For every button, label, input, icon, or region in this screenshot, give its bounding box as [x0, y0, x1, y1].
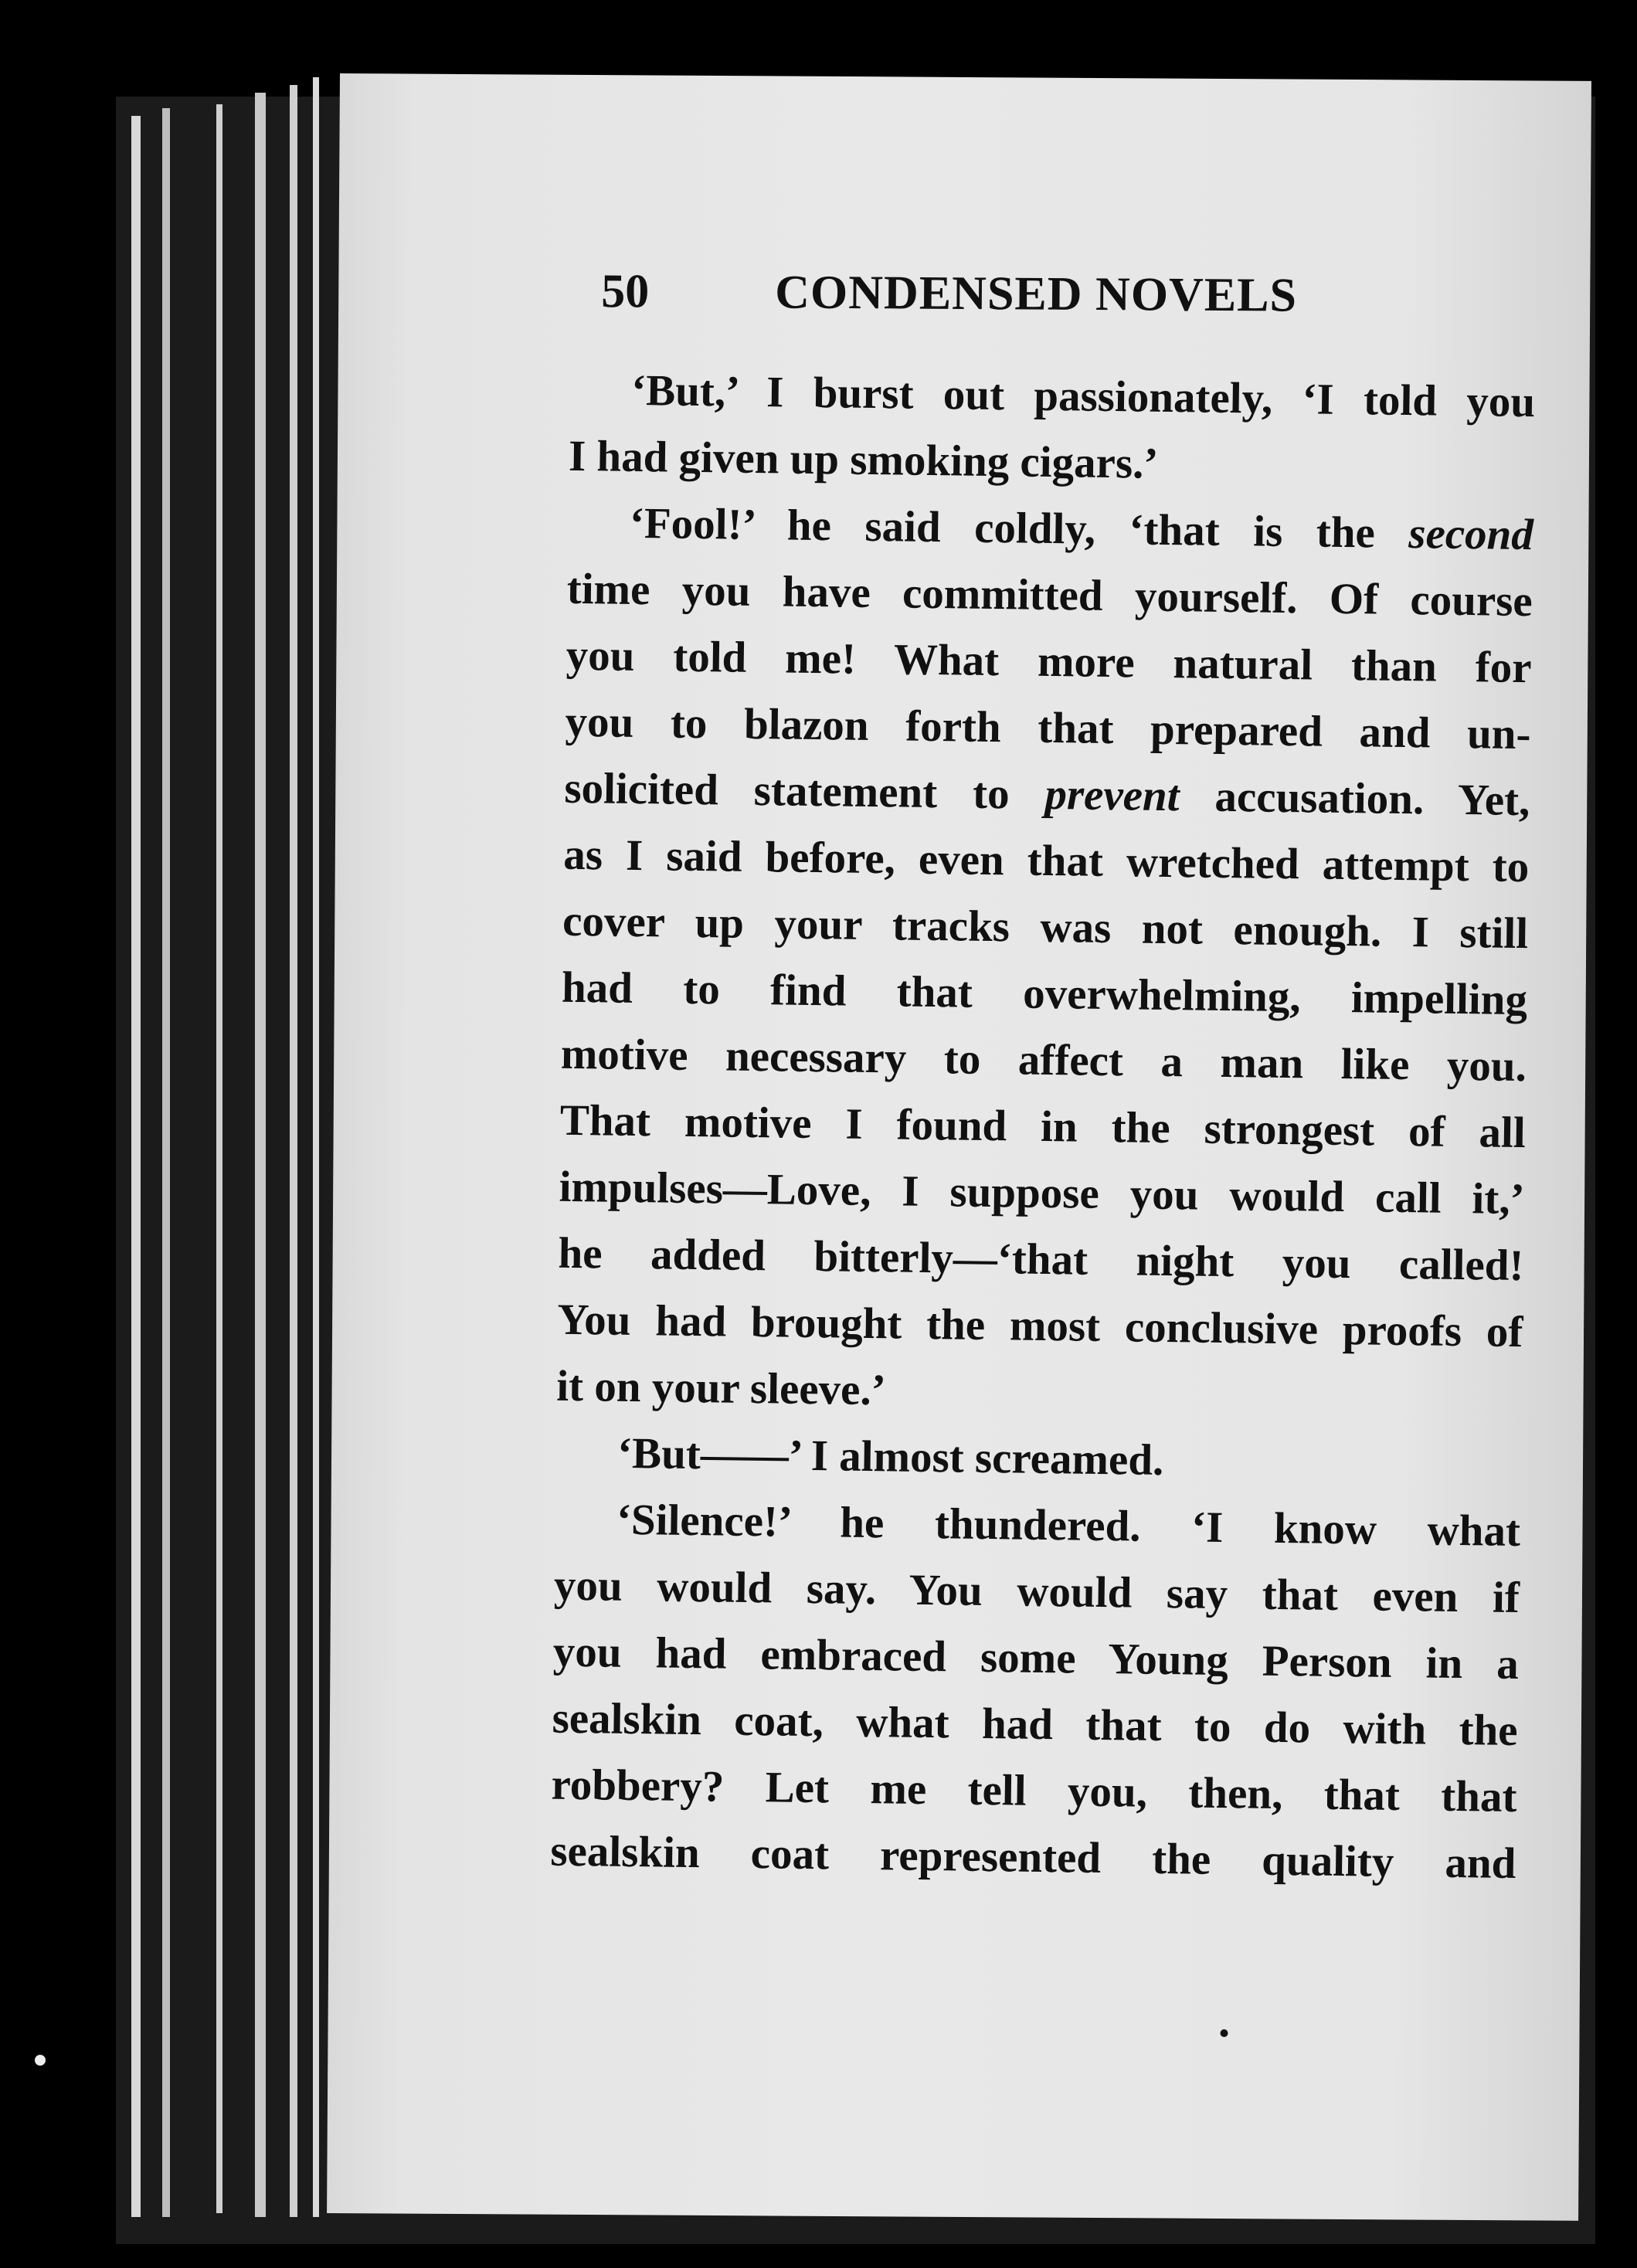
page-edge-strip	[162, 108, 170, 2217]
page-edge-strip	[313, 77, 319, 2217]
text-line: motive necessary to affect a man like you.	[560, 1029, 1527, 1092]
paragraph	[550, 1486, 1521, 1897]
text-line: you had embraced some Young Person in a	[552, 1627, 1520, 1689]
page-number: 50	[601, 265, 650, 318]
text-line: ‘But——’ I almost screamed.	[616, 1428, 1164, 1485]
page-content	[550, 264, 1537, 1891]
text-line: sealskin coat represented the quality and	[550, 1826, 1516, 1889]
text-line: robbery? Let me tell you, then, that that	[551, 1760, 1517, 1822]
text-line: you told me! What more natural than for	[565, 630, 1533, 693]
text-line: as I said before, even that wretched attempt to	[562, 830, 1530, 892]
paragraph	[556, 490, 1534, 1432]
page-edge-strip	[216, 104, 222, 2213]
text-segment: accusation. Yet,	[1214, 772, 1530, 826]
text-line: time you have committed yourself. Of course	[566, 564, 1533, 626]
running-head	[570, 264, 1537, 363]
text-line: ‘But,’ I burst out passionately, ‘I told you	[630, 365, 1536, 427]
text-line: ‘Silence!’ he thundered. ‘I know what	[616, 1495, 1521, 1557]
text-line: impulses—Love, I suppose you would call it,’	[559, 1162, 1526, 1224]
running-title: CONDENSED NOVELS	[775, 266, 1298, 322]
text-segment: solicited statement to	[564, 763, 1010, 819]
paragraph	[569, 357, 1536, 502]
page-edge-strip	[255, 93, 266, 2217]
text-line: he added bitterly—‘that night you called!	[558, 1228, 1524, 1291]
text-segment: ‘Fool!’ he said coldly, ‘that is the	[629, 498, 1376, 558]
body-text	[550, 357, 1536, 1897]
text-line: I had given up smoking cigars.’	[568, 431, 1159, 488]
text-line: it on your sleeve.’	[555, 1361, 887, 1415]
text-line: had to find that overwhelming, impelling	[561, 963, 1528, 1025]
italic-word: prevent	[1044, 769, 1180, 821]
page-edge-strip	[290, 85, 297, 2217]
page-edge-strip	[131, 116, 141, 2217]
text-line: sealskin coat, what had that to do with the	[552, 1693, 1518, 1756]
text-line	[564, 755, 1530, 834]
text-line: you would say. You would say that even if	[553, 1560, 1520, 1623]
book-page	[327, 73, 1591, 2221]
text-line: That motive I found in the strongest of all	[559, 1095, 1527, 1158]
text-line: cover up your tracks was not enough. I still	[562, 896, 1529, 959]
text-line	[567, 490, 1533, 569]
print-speck	[1220, 2029, 1228, 2037]
italic-word: second	[1408, 509, 1534, 560]
text-line: you to blazon forth that prepared and un-	[565, 697, 1531, 759]
scan-dust	[35, 2055, 46, 2066]
paragraph	[555, 1420, 1522, 1499]
text-line: You had brought the most conclusive proofs of	[557, 1295, 1523, 1357]
